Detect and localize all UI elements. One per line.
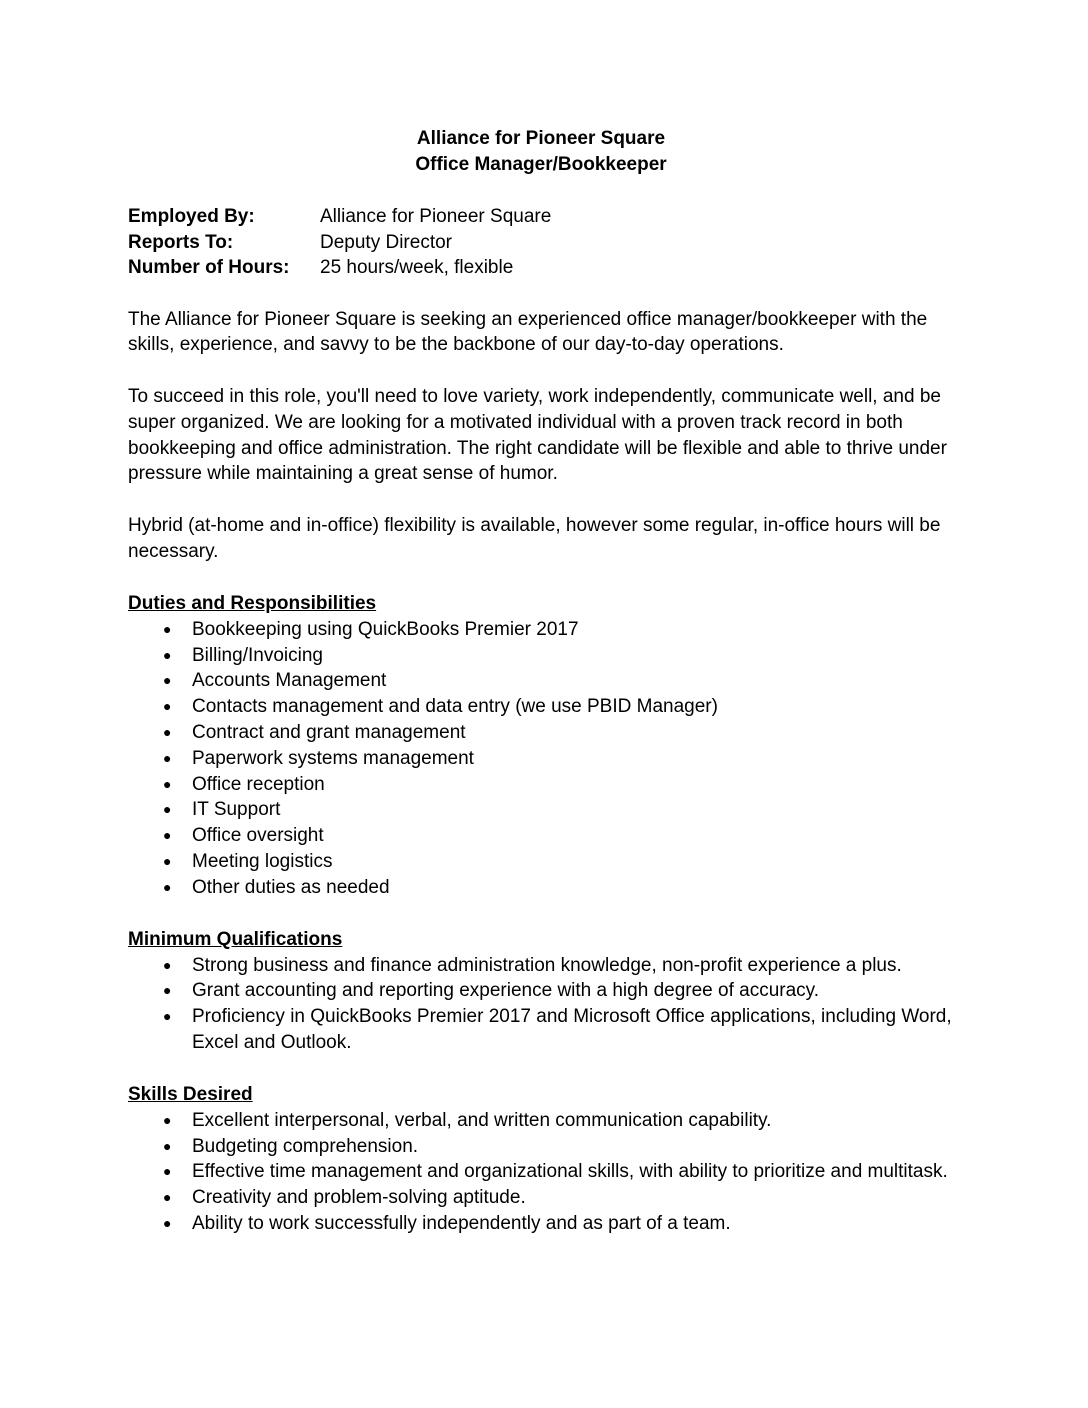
list-item-text: Proficiency in QuickBooks Premier 2017 and Microsoft Office applications, including Word, Excel and Outlook. xyxy=(192,1006,952,1054)
list-item xyxy=(128,720,958,746)
bullet-icon: ● xyxy=(163,1008,172,1025)
intro-paragraph: The Alliance for Pioneer Square is seeking an experienced office manager/bookkeeper with the skills, experience, and savvy to be the backbone of our day-to-day operations. xyxy=(128,308,928,356)
bullet-icon: ● xyxy=(163,749,172,766)
list-item xyxy=(128,1185,958,1211)
list-item xyxy=(128,694,958,720)
list-item xyxy=(128,953,958,979)
meta-value: Deputy Director xyxy=(320,231,452,253)
duties-list xyxy=(128,617,958,901)
list-item xyxy=(128,978,958,1004)
list-item-text: Billing/Invoicing xyxy=(192,644,323,666)
bullet-icon: ● xyxy=(163,775,172,792)
list-item-text: Office reception xyxy=(192,773,325,795)
list-item xyxy=(128,849,958,875)
meta-row-reports-to xyxy=(128,230,958,256)
list-item-text: Ability to work successfully independently and as part of a team. xyxy=(192,1213,731,1235)
list-item xyxy=(128,772,958,798)
qualifications-heading: Minimum Qualifications xyxy=(128,928,343,950)
list-item-text: IT Support xyxy=(192,799,281,821)
bullet-icon: ● xyxy=(163,1189,172,1206)
list-item xyxy=(128,797,958,823)
list-item-text: Excellent interpersonal, verbal, and written communication capability. xyxy=(192,1109,772,1131)
meta-row-hours xyxy=(128,255,958,281)
bullet-icon: ● xyxy=(163,956,172,973)
list-item-text: Office oversight xyxy=(192,825,324,847)
list-item-text: Effective time management and organizational skills, with ability to prioritize and multitask. xyxy=(192,1161,948,1183)
list-item xyxy=(128,823,958,849)
list-item xyxy=(128,617,958,643)
meta-label: Reports To: xyxy=(128,231,234,253)
meta-value: Alliance for Pioneer Square xyxy=(320,206,552,227)
bullet-icon: ● xyxy=(163,698,172,715)
list-item xyxy=(128,668,958,694)
list-item xyxy=(128,1134,958,1160)
document-page xyxy=(128,126,958,1237)
bullet-icon: ● xyxy=(163,646,172,663)
list-item xyxy=(128,1159,958,1185)
bullet-icon: ● xyxy=(163,801,172,818)
bullet-icon: ● xyxy=(163,672,172,689)
bullet-icon: ● xyxy=(163,1163,172,1180)
list-item xyxy=(128,1108,958,1134)
bullet-icon: ● xyxy=(163,620,172,637)
list-item-text: Paperwork systems management xyxy=(192,747,474,769)
title-block xyxy=(126,126,956,178)
meta-label: Number of Hours: xyxy=(128,257,290,278)
list-item xyxy=(128,1004,958,1056)
qualifications-list xyxy=(128,953,958,1056)
list-item-text: Bookkeeping using QuickBooks Premier 2017 xyxy=(192,618,579,640)
list-item-text: Creativity and problem-solving aptitude. xyxy=(192,1187,526,1209)
job-meta xyxy=(128,204,958,281)
meta-label: Employed By: xyxy=(128,206,255,227)
list-item-text: Other duties as needed xyxy=(192,876,390,898)
meta-value: 25 hours/week, flexible xyxy=(320,257,514,278)
list-item xyxy=(128,1211,958,1237)
skills-list xyxy=(128,1108,958,1237)
role-paragraph: To succeed in this role, you'll need to love variety, work independently, communicate well, and be super organized. We are looking for a motivated individual with a proven track record in both bookkeeping and office administration. The right candidate will be flexible and able to thrive under pressure while maintaining a great sense of humor. xyxy=(128,386,947,485)
list-item xyxy=(128,643,958,669)
duties-heading: Duties and Responsibilities xyxy=(128,592,377,614)
list-item-text: Budgeting comprehension. xyxy=(192,1135,419,1157)
list-item-text: Grant accounting and reporting experience with a high degree of accuracy. xyxy=(192,980,820,1002)
list-item-text: Accounts Management xyxy=(192,670,387,692)
bullet-icon: ● xyxy=(163,827,172,844)
list-item-text: Strong business and finance administration knowledge, non-profit experience a plus. xyxy=(192,954,902,976)
bullet-icon: ● xyxy=(163,878,172,895)
org-title: Alliance for Pioneer Square xyxy=(416,128,666,149)
bullet-icon: ● xyxy=(163,1137,172,1154)
list-item xyxy=(128,746,958,772)
meta-row-employed-by xyxy=(128,204,958,230)
hybrid-paragraph: Hybrid (at-home and in-office) flexibility is available, however some regular, in-office hours will be necessary. xyxy=(128,515,941,563)
list-item-text: Contract and grant management xyxy=(192,722,466,744)
bullet-icon: ● xyxy=(163,724,172,741)
bullet-icon: ● xyxy=(163,1215,172,1232)
list-item-text: Meeting logistics xyxy=(192,851,333,873)
bullet-icon: ● xyxy=(163,1111,172,1128)
list-item-text: Contacts management and data entry (we use PBID Manager) xyxy=(192,696,718,718)
bullet-icon: ● xyxy=(163,853,172,870)
job-title: Office Manager/Bookkeeper xyxy=(415,154,667,175)
bullet-icon: ● xyxy=(163,982,172,999)
list-item xyxy=(128,875,958,901)
skills-heading: Skills Desired xyxy=(128,1083,253,1105)
